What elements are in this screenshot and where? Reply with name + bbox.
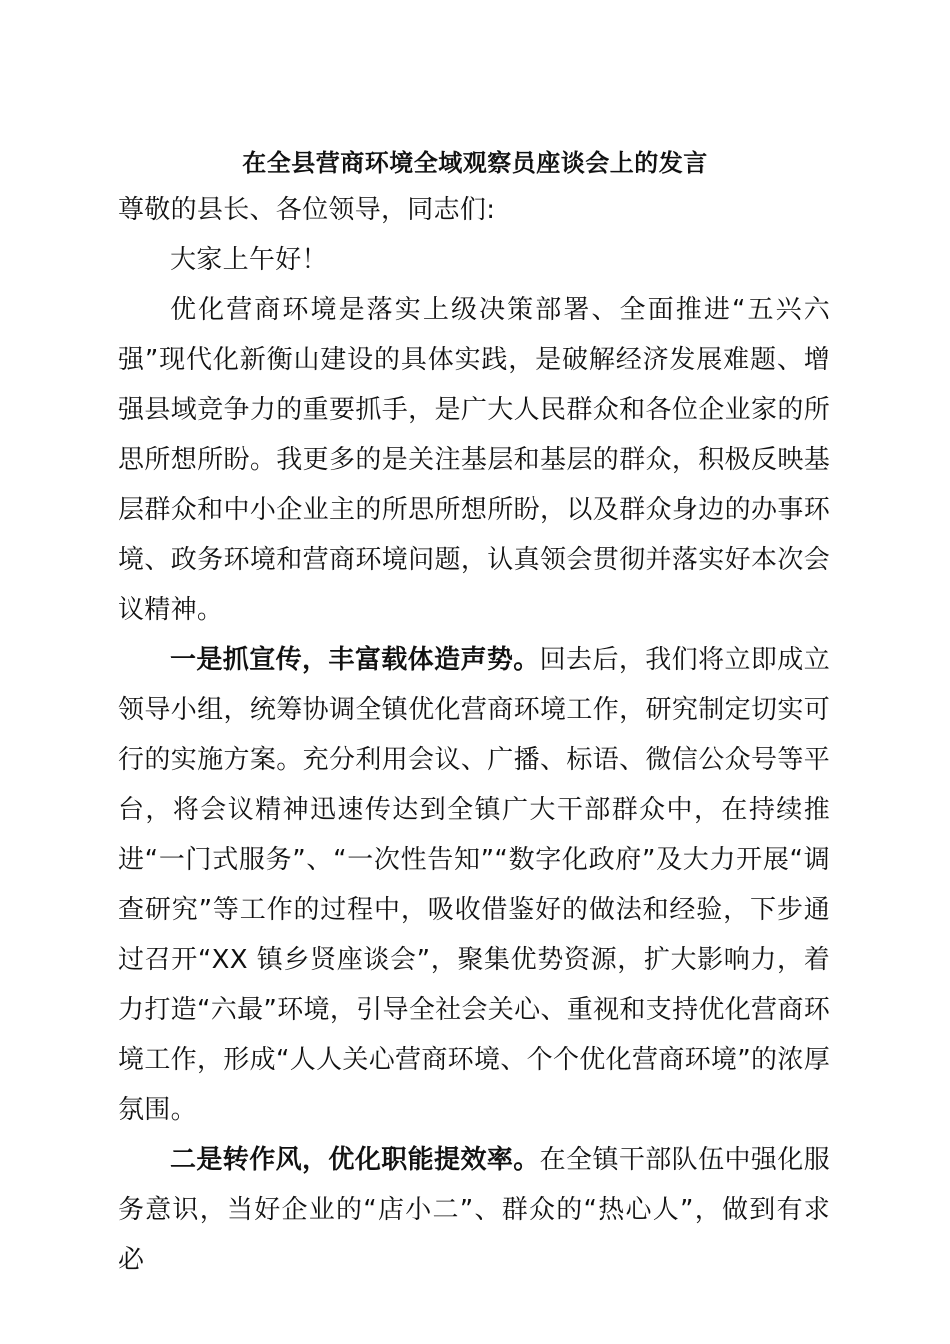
paragraph-intro: [118, 285, 830, 635]
paragraph-lead: 一是抓宣传，丰富载体造声势。: [170, 645, 540, 675]
paragraph-lead: 二是转作风，优化职能提效率。: [170, 1145, 540, 1175]
document-body: [118, 185, 830, 1285]
paragraph-text: 优化营商环境是落实上级决策部署、全面推进“五兴六强”现代化新衡山建设的具体实践，是破解经济发展难题、增强县域竞争力的重要抓手，是广大人民群众和各位企业家的所思所想所盼。我更多的是关注基层和基层的群众，积极反映基层群众和中小企业主的所思所想所盼，以及群众身边的办事环境、政务环境和营商环境问题，认真领会贯彻并落实好本次会议精神。: [118, 295, 830, 625]
greeting: 大家上午好！: [170, 245, 328, 275]
paragraph-text: 在全镇干部队伍中强化服务意识，当好企业的“店小二”、群众的“热心人”，做到有求必: [118, 1145, 830, 1275]
paragraph-work-style: [118, 1135, 830, 1285]
salutation: 尊敬的县长、各位领导，同志们:: [118, 195, 496, 225]
document-title: 在全县营商环境全域观察员座谈会上的发言: [242, 149, 708, 177]
paragraph-publicity: [118, 635, 830, 1135]
paragraph-text: 回去后，我们将立即成立领导小组，统筹协调全镇优化营商环境工作，研究制定切实可行的实施方案。充分利用会议、广播、标语、微信公众号等平台，将会议精神迅速传达到全镇广大干部群众中，在持续推进“一门式服务”、“一次性告知”“数字化政府”及大力开展“调查研究”等工作的过程中，吸收借鉴好的做法和经验，下步通过召开“XX 镇乡贤座谈会”，聚集优势资源，扩大影响力，着力打造“六最”环境，引导全社会关心、重视和支持优化营商环境工作，形成“人人关心营商环境、个个优化营商环境”的浓厚氛围。: [118, 645, 830, 1125]
